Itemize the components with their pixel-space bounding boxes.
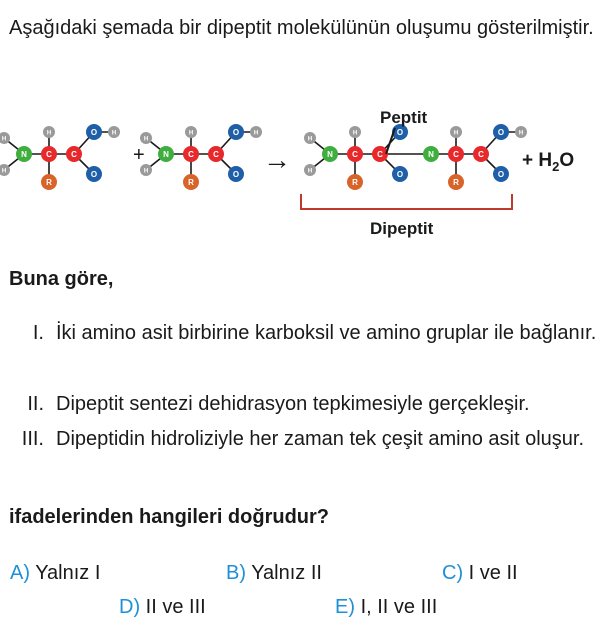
nitrogen-atom-label: N bbox=[428, 150, 434, 160]
carbon-atom-label: C bbox=[71, 150, 77, 160]
nitrogen-atom bbox=[423, 146, 439, 162]
amino-acid-molecule-1 bbox=[0, 124, 120, 190]
nitrogen-atom bbox=[158, 146, 174, 162]
hydrogen-atom-label: H bbox=[46, 130, 52, 137]
hydrogen-atom bbox=[304, 132, 316, 144]
dipeptide-bracket bbox=[301, 194, 512, 209]
oxygen-atom bbox=[86, 124, 102, 140]
oxygen-atom-label: O bbox=[232, 170, 240, 180]
carbon-atom-label: C bbox=[352, 150, 358, 160]
oxygen-atom bbox=[86, 166, 102, 182]
question-intro: Aşağıdaki şemada bir dipeptit molekülünün oluşumu gösterilmiştir. bbox=[9, 17, 594, 39]
hydrogen-atom-label: H bbox=[518, 130, 524, 137]
statement-number: II. bbox=[27, 393, 44, 415]
r_group-atom bbox=[41, 174, 57, 190]
water-product: + $H_2O$ bbox=[522, 150, 575, 174]
nitrogen-atom bbox=[322, 146, 338, 162]
nitrogen-atom bbox=[16, 146, 32, 162]
oxygen-atom bbox=[493, 166, 509, 182]
hydrogen-atom bbox=[108, 126, 120, 138]
oxygen-atom bbox=[392, 166, 408, 182]
hydrogen-atom bbox=[515, 126, 527, 138]
hydrogen-atom-label: H bbox=[188, 130, 194, 137]
hydrogen-atom-label: H bbox=[253, 130, 259, 137]
hydrogen-atom-label: H bbox=[307, 136, 313, 143]
oxygen-atom-label: O bbox=[90, 128, 98, 138]
hydrogen-atom bbox=[140, 132, 152, 144]
peptide-pointer bbox=[386, 128, 395, 154]
carbon-atom bbox=[41, 146, 57, 162]
reaction-arrow: → bbox=[263, 144, 291, 175]
hydrogen-atom-label: H bbox=[453, 130, 459, 137]
oxygen-atom-label: O bbox=[232, 128, 240, 138]
carbon-atom-label: C bbox=[46, 150, 52, 160]
oxygen-atom-label: O bbox=[396, 128, 404, 138]
oxygen-atom bbox=[493, 124, 509, 140]
carbon-atom bbox=[208, 146, 224, 162]
option-letter: B) bbox=[226, 562, 246, 584]
oxygen-atom-label: O bbox=[90, 170, 98, 180]
amino-acid-molecule-2 bbox=[140, 124, 262, 190]
hydrogen-atom-label: H bbox=[307, 168, 313, 175]
statement-text: Dipeptit sentezi dehidrasyon tepkimesiyle gerçekleşir. bbox=[56, 393, 530, 415]
hydrogen-atom bbox=[349, 126, 361, 138]
dipeptide-formation-diagram bbox=[0, 98, 604, 248]
nitrogen-atom-label: N bbox=[163, 150, 169, 160]
oxygen-atom bbox=[228, 166, 244, 182]
option-b[interactable] bbox=[226, 562, 322, 585]
carbon-atom bbox=[473, 146, 489, 162]
r_group-atom-label: R bbox=[352, 178, 358, 188]
nitrogen-atom-label: N bbox=[21, 150, 27, 160]
hydrogen-atom bbox=[450, 126, 462, 138]
hydrogen-atom bbox=[304, 164, 316, 176]
hydrogen-atom-label: H bbox=[1, 168, 7, 175]
oxygen-atom bbox=[228, 124, 244, 140]
statement-text: Dipeptidin hidroliziyle her zaman tek çeşit amino asit oluşur. bbox=[56, 428, 585, 450]
dipeptide-label: Dipeptit bbox=[370, 219, 434, 238]
carbon-atom-label: C bbox=[213, 150, 219, 160]
carbon-atom bbox=[372, 146, 388, 162]
oxygen-atom-label: O bbox=[497, 170, 505, 180]
hydrogen-atom-label: H bbox=[1, 136, 7, 143]
r_group-atom-label: R bbox=[188, 178, 194, 188]
oxygen-atom-label: O bbox=[497, 128, 505, 138]
nitrogen-atom-label: N bbox=[327, 150, 333, 160]
hydrogen-atom-label: H bbox=[143, 168, 149, 175]
hydrogen-atom-label: H bbox=[111, 130, 117, 137]
option-letter: D) bbox=[119, 596, 141, 618]
carbon-atom bbox=[183, 146, 199, 162]
option-letter: C) bbox=[442, 562, 464, 584]
r_group-atom bbox=[347, 174, 363, 190]
carbon-atom-label: C bbox=[377, 150, 383, 160]
statement-number: I. bbox=[32, 322, 44, 344]
carbon-atom bbox=[347, 146, 363, 162]
option-letter: A) bbox=[10, 562, 30, 584]
option-letter: E) bbox=[335, 596, 355, 618]
carbon-atom-label: C bbox=[188, 150, 194, 160]
lead-text: Buna göre, bbox=[9, 268, 114, 290]
question-text: ifadelerinden hangileri doğrudur? bbox=[9, 506, 330, 528]
peptide-label: Peptit bbox=[380, 108, 428, 127]
option-text: I ve II bbox=[468, 562, 518, 584]
option-d[interactable] bbox=[119, 596, 206, 619]
option-text: Yalnız I bbox=[35, 562, 101, 584]
carbon-atom-label: C bbox=[453, 150, 459, 160]
statement-number: III. bbox=[21, 428, 44, 450]
option-text: Yalnız II bbox=[251, 562, 322, 584]
carbon-atom bbox=[448, 146, 464, 162]
r_group-atom bbox=[183, 174, 199, 190]
r_group-atom bbox=[448, 174, 464, 190]
carbon-atom bbox=[66, 146, 82, 162]
option-text: II ve III bbox=[145, 596, 206, 618]
hydrogen-atom bbox=[140, 164, 152, 176]
r_group-atom-label: R bbox=[453, 178, 459, 188]
option-a[interactable] bbox=[10, 562, 100, 585]
hydrogen-atom-label: H bbox=[352, 130, 358, 137]
option-e[interactable] bbox=[335, 596, 437, 619]
r_group-atom-label: R bbox=[46, 178, 52, 188]
carbon-atom-label: C bbox=[478, 150, 484, 160]
hydrogen-atom bbox=[185, 126, 197, 138]
oxygen-atom-label: O bbox=[396, 170, 404, 180]
hydrogen-atom bbox=[43, 126, 55, 138]
option-text: I, II ve III bbox=[360, 596, 438, 618]
hydrogen-atom bbox=[250, 126, 262, 138]
statement-text: İki amino asit birbirine karboksil ve amino gruplar ile bağlanır. bbox=[56, 322, 597, 344]
dipeptide-molecule bbox=[304, 124, 527, 190]
plus-sign: + bbox=[133, 144, 145, 166]
hydrogen-atom-label: H bbox=[143, 136, 149, 143]
option-c[interactable] bbox=[442, 562, 518, 585]
